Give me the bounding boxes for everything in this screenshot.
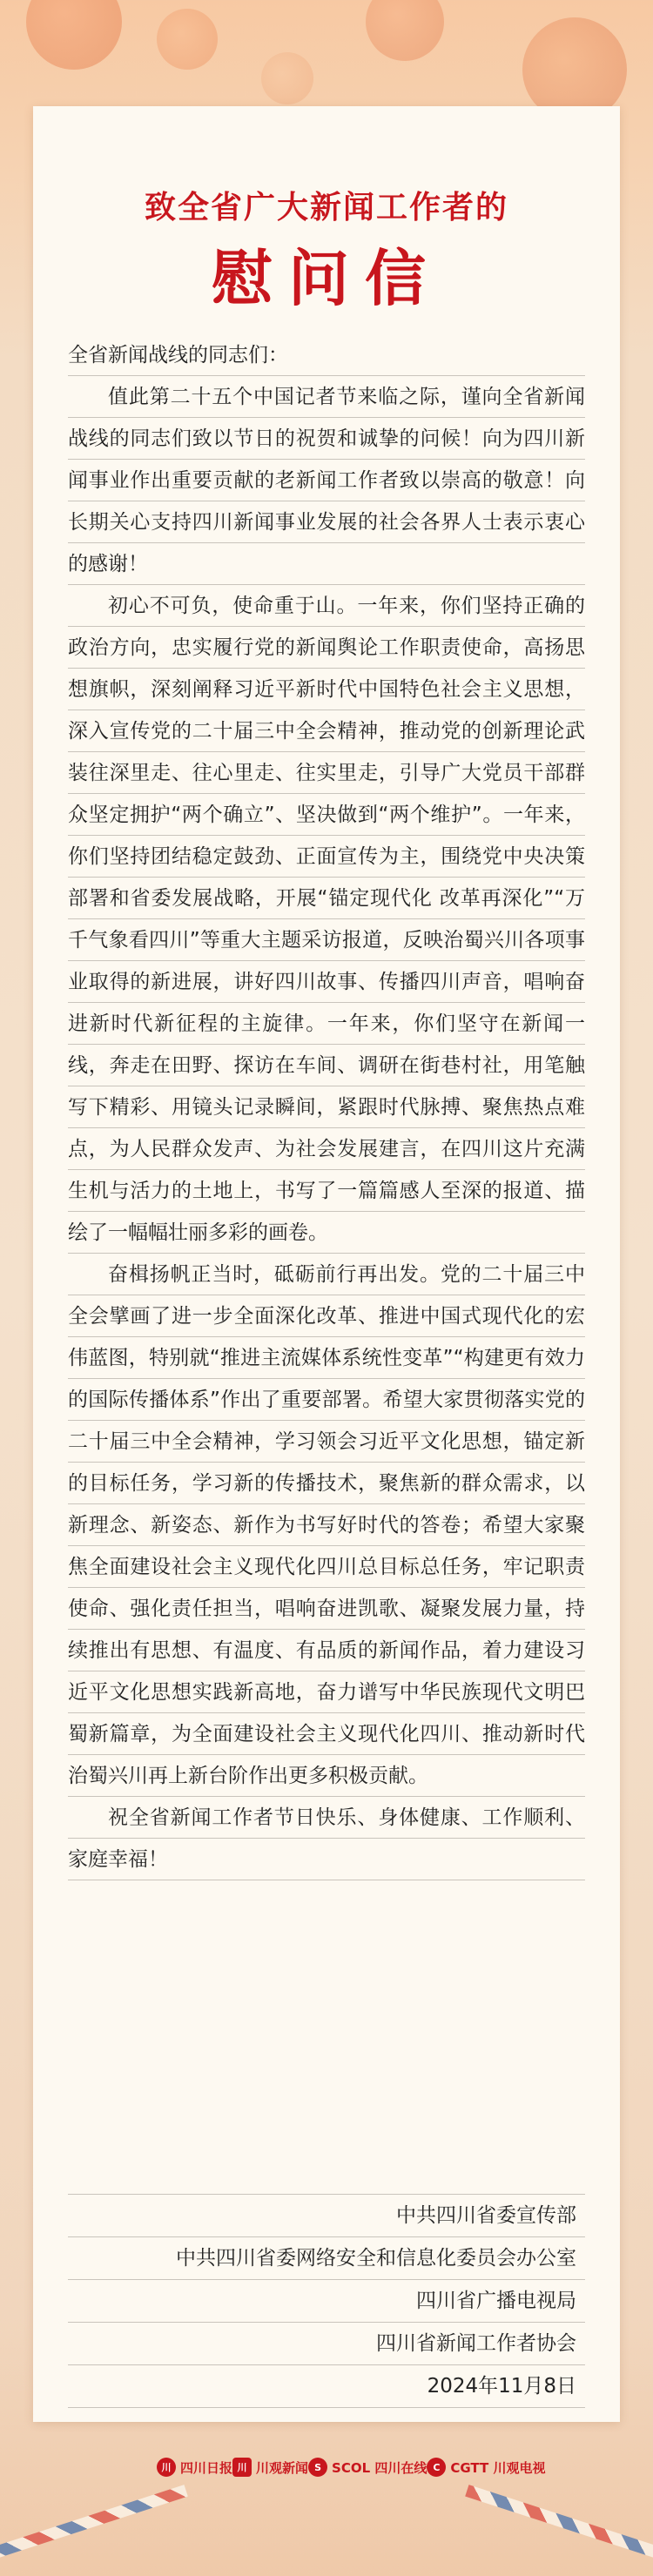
signature-3: 四川省广播电视局 <box>68 2280 585 2323</box>
letter-paper <box>33 106 620 2422</box>
sichuan-daily-icon: 川 <box>157 2458 176 2477</box>
microphone-icon <box>26 0 122 70</box>
logo-label: SCOL 四川在线 <box>332 2459 427 2476</box>
signature-1: 中共四川省委宣传部 <box>68 2195 585 2237</box>
paragraph-2: 初心不可负，使命重于山。一年来，你们坚持正确的政治方向，忠实履行党的新闻舆论工作职责使命，高扬思想旗帜，深刻阐释习近平新时代中国特色社会主义思想，深入宣传党的二十届三中全会精神，推动党的创新理论武装往深里走、往心里走、往实里走，引导广大党员干部群众坚定拥护“两个确立”、坚决做到“两个维护”。一年来，你们坚持团结稳定鼓劲、正面宣传为主，围绕党中央决策部署和省委发展战略，开展“锚定现代化 改革再深化”“万千气象看四川”等重大主题采访报道，反映治蜀兴川各项事业取得的新进展，讲好四川故事、传播四川声音，唱响奋进新时代新征程的主旋律。一年来，你们坚守在新闻一线，奔走在田野、探访在车间、调研在街巷村社，用笔触写下精彩、用镜头记录瞬间，紧跟时代脉搏、聚焦热点难点，为人民群众发声、为社会发展建言，在四川这片充满生机与活力的土地上，书写了一篇篇感人至深的报道、描绘了一幅幅壮丽多彩的画卷。 <box>68 585 585 1254</box>
microphone-icon <box>157 9 218 70</box>
paragraph-3: 奋楫扬帆正当时，砥砺前行再出发。党的二十届三中全会擘画了进一步全面深化改革、推进中国式现代化的宏伟蓝图，特别就“推进主流媒体系统性变革”“构建更有效力的国际传播体系”作出了重要部署。希望大家贯彻落实党的二十届三中全会精神，学习领会习近平文化思想，锚定新的目标任务，学习新的传播技术，聚焦新的群众需求，以新理念、新姿态、新作为书写好时代的答卷；希望大家聚焦全面建设社会主义现代化四川总目标总任务，牢记职责使命、强化责任担当，唱响奋进凯歌、凝聚发展力量，持续推出有思想、有温度、有品质的新闻作品，着力建设习近平文化思想实践新高地，奋力谱写中华民族现代文明巴蜀新篇章，为全面建设社会主义现代化四川、推动新时代治蜀兴川再上新台阶作出更多积极贡献。 <box>68 1254 585 1797</box>
logo-label: 四川日报 <box>180 2459 233 2476</box>
microphone-icon <box>261 52 313 104</box>
letter-body <box>68 334 585 1880</box>
chuanguan-news-icon: 川 <box>232 2458 252 2477</box>
paragraph-4: 祝全省新闻工作者节日快乐、身体健康、工作顺利、家庭幸福！ <box>68 1797 585 1880</box>
blank-line <box>68 2152 585 2195</box>
microphone-icon <box>366 0 444 61</box>
salutation: 全省新闻战线的同志们： <box>68 334 585 376</box>
logo-label: 川观新闻 <box>256 2459 309 2476</box>
scol-icon: S <box>308 2458 327 2477</box>
letter-title: 致全省广大新闻工作者的 <box>144 189 508 225</box>
signature-4: 四川省新闻工作者协会 <box>68 2323 585 2365</box>
signature-2: 中共四川省委网络安全和信息化委员会办公室 <box>68 2237 585 2280</box>
logo-scol <box>308 2458 427 2477</box>
cgtt-icon: C <box>427 2458 446 2477</box>
letter-date: 2024年11月8日 <box>68 2365 585 2408</box>
letter-heading: 慰问信 <box>212 242 441 314</box>
media-logos <box>157 2450 546 2485</box>
paragraph-1: 值此第二十五个中国记者节来临之际，谨向全省新闻战线的同志们致以节日的祝贺和诚挚的问候！向为四川新闻事业作出重要贡献的老新闻工作者致以崇高的敬意！向长期关心支持四川新闻事业发展的社会各界人士表示衷心的感谢！ <box>68 376 585 585</box>
logo-cgtt <box>427 2458 545 2477</box>
logo-label: CGTT 川观电视 <box>450 2459 546 2476</box>
footer <box>0 2424 653 2576</box>
logo-sichuan-daily <box>157 2458 232 2477</box>
logo-chuanguan-news <box>232 2458 308 2477</box>
envelope-stripe-right <box>465 2485 653 2566</box>
envelope-stripe-left <box>0 2485 188 2566</box>
signature-block <box>68 2152 585 2408</box>
